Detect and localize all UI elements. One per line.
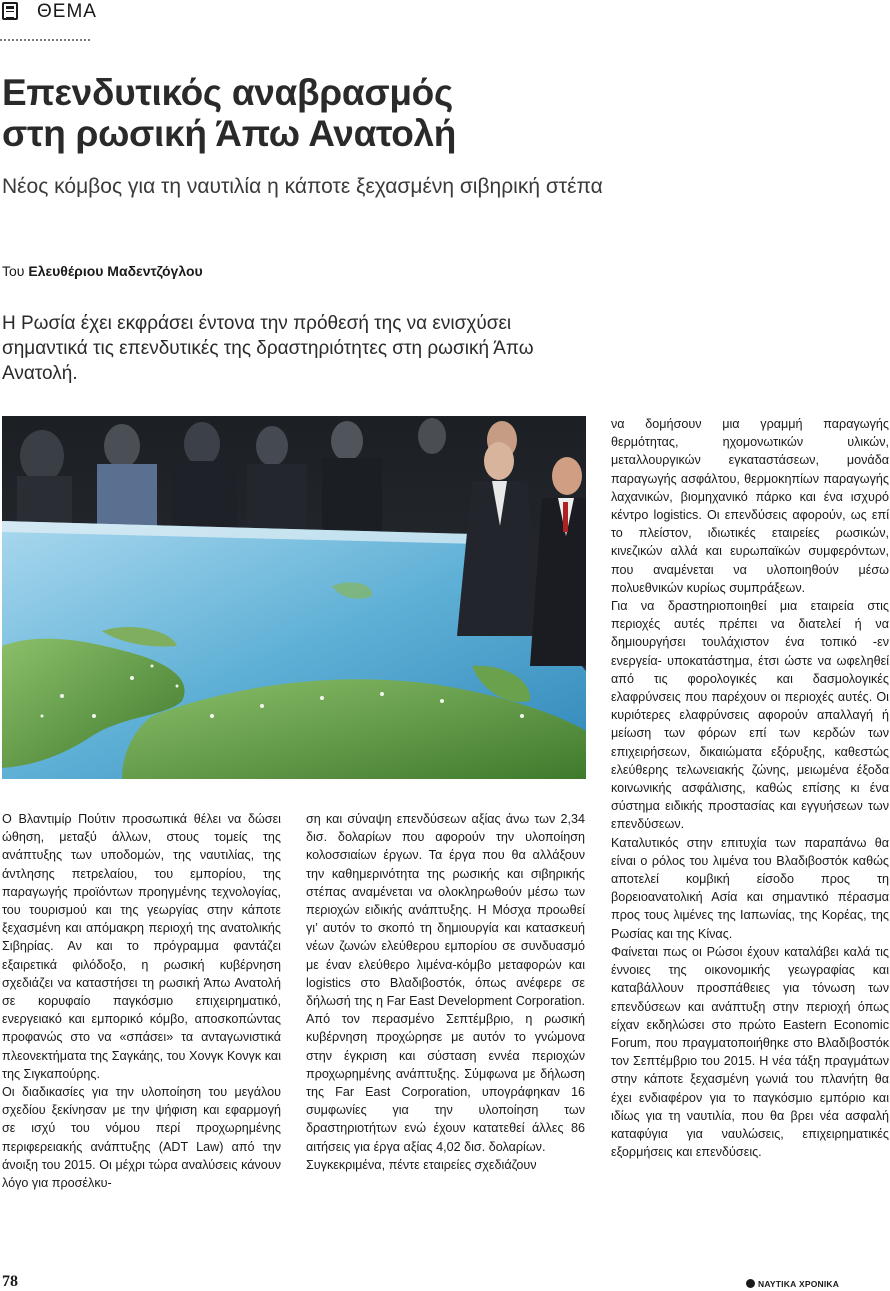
footer-brand: ΝΑΥΤΙΚΑ ΧΡΟΝΙΚΑ (758, 1279, 840, 1289)
article-photo (2, 416, 586, 779)
paragraph: Συγκεκριμένα, πέντε εταιρείες σχεδιάζουν (306, 1157, 537, 1172)
section-label: ΘΕΜΑ (37, 1, 97, 22)
title-line-2: στη ρωσική Άπω Ανατολή (2, 113, 457, 154)
paragraph: Φαίνεται πως οι Ρώσοι έχουν καταλάβει καλά τις έννοιες της οικονομικής γεωγραφίας και καταβάλλουν προσπάθειες για τόνωση των επενδύσεων και ανάπτυξη στην περιοχή όπως είχαν εκδηλώσει στο πρώτο Eastern Economic Forum, που πραγματοποιήθηκε στο Βλαδιβοστόκ τον Σεπτέμβριο του 2015. Η νέα τάξη πραγμάτων στην κάποτε ξεχασμένη γωνιά του πλανήτη θα έχει ενδιαφέρον για το παγκόσμιο εμπόριο και ιδίως για τη ναυτιλία, που θα βρει νέα ασφαλή καταφύγια για ναυλώσεις, επιχειρηματικές εξορμήσεις και επενδύσεις. (611, 944, 889, 1160)
byline-prefix: Του (2, 263, 25, 279)
body-column-3 (611, 415, 889, 1161)
brand-logo-icon (746, 1279, 755, 1288)
title-line-1: Επενδυτικός αναβρασμός (2, 72, 453, 113)
paragraph: Για να δραστηριοποιηθεί μια εταιρεία στις περιοχές αυτές πρέπει να διατελεί ή να δημιουργήσει τουλάχιστον ένα τοπικό -εν ενεργεία- υποκατάστημα, έτσι ώστε να ωφεληθεί από τις φορολογικές και δασμολογικές ελαφρύνσεις που παρέχουν οι περιοχές αυτές. Οι κυριότερες ελαφρύνσεις αφορούν απαλλαγή ή μείωση των φόρων επί των κερδών των επιχειρήσεων, δικαιώματα εξόρυξης, καθεστώς ελεύθερης τελωνειακής ζώνης, μειωμένα έξοδα κοινωνικής ασφάλισης, καθώς επίσης κι ένα σύστημα ειδικής προστασίας και εγγυήσεων των επενδύσεων. (611, 599, 889, 832)
photo-illustration (2, 416, 586, 779)
byline-author: Ελευθέριου Μαδεντζόγλου (28, 263, 203, 279)
article-subtitle: Νέος κόμβος για τη ναυτιλία η κάποτε ξεχασμένη σιβηρική στέπα (2, 175, 603, 198)
paragraph: να δομήσουν μια γραμμή παραγωγής θερμότητας, ηχομονωτικών υλικών, μεταλλουργικών εγκαταστάσεων, μονάδα παραγωγής ασφάλτου, θερμοκηπίων παραγωγής λαχανικών, βιομηχανικό πάρκο και ένα ισχυρό κέντρο logistics. Οι επενδύσεις αφορούν, ως επί το πλείστον, ιδιωτικές εταιρείες ρωσικών, κινεζικών αλλά και ευρωπαϊκών συμφερόντων, που αναμένεται να υλοποιηθούν μέσω πολυεθνικών κυρίως συμπράξεων. (611, 417, 889, 595)
section-divider (0, 39, 90, 41)
body-column-1 (2, 810, 281, 1192)
lead-paragraph: Η Ρωσία έχει εκφράσει έντονα την πρόθεσή της να ενισχύσει σημαντικά τις επενδυτικές της δραστηριότητες στη ρωσική Άπω Ανατολή. (2, 313, 534, 384)
paragraph: ση και σύναψη επενδύσεων αξίας άνω των 2,34 δισ. δολαρίων που αφορούν την υλοποίηση κολοσσιαίων έργων. Τα έργα που θα αλλάξουν την καθημερινότητα της ρωσικής και σιβηρικής στέπας αναμένεται να ολοκληρωθούν μέσω των περιοχών ειδικής ανάπτυξης. Η Μόσχα προωθεί γι’ αυτόν το σκοπό τη δημιουργία και κατασκευή νέων ζωνών ελεύθερου εμπορίου σε συνδυασμό με έναν ελεύθερο λιμένα-κόμβο μεταφορών και logistics στο Βλαδιβοστόκ, όπως ανέφερε σε δήλωσή της η Far East Development Corporation. Από τον περασμένο Σεπτέμβριο, η ρωσική κυβέρνηση προχώρησε με αυτόν το γνώμονα στην έγκριση και σύσταση εννέα περιοχών προχωρημένης ανάπτυξης. Σύμφωνα με δήλωση της Far East Corporation, υπογράφηκαν 16 συμφωνίες για την υλοποίηση των δραστηριοτήτων ενώ έχουν κατατεθεί άλλες 86 αιτήσεις για έργα αξίας 4,02 δισ. δολαρίων. (306, 812, 585, 1154)
article-title (2, 72, 602, 154)
page-number: 78 (2, 1273, 18, 1290)
paragraph: Οι διαδικασίες για την υλοποίηση του μεγάλου σχεδίου ξεκίνησαν με την ψήφιση και εφαρμογή σε ισχύ του νόμου περί προχωρημένης περιφερειακής ανάπτυξης (ADT Law) από την άνοιξη του 2015. Οι μέχρι τώρα αναλύσεις κάνουν λόγο για προσέλκυ- (2, 1085, 281, 1191)
body-column-2 (306, 810, 585, 1174)
paragraph: Καταλυτικός στην επιτυχία των παραπάνω θα είναι ο ρόλος του λιμένα του Βλαδιβοστόκ καθώς αποτελεί κομβική είσοδο προς τη βορειοανατολική Ασία και σημαντικό πέρασμα προς τους λιμένες της Ιαπωνίας, της Κορέας, της Ρωσίας και της Κίνας. (611, 835, 889, 941)
section-icon (2, 2, 18, 20)
byline (2, 263, 203, 279)
paragraph: Ο Βλαντιμίρ Πούτιν προσωπικά θέλει να δώσει ώθηση, μεταξύ άλλων, στους τομείς της ανάπτυξης των υποδομών, της ναυτιλίας, της άντλησης πετρελαίου, του εμπορίου, της παραγωγής προϊόντων προηγμένης τεχνολογίας, του τουρισμού και της γεωργίας στην κάποτε ξεχασμένη και απόμακρη περιοχή της ανατολικής Σιβηρίας. Αν και το πρόγραμμα φαντάζει εξαιρετικά φιλόδοξο, η ρωσική κυβέρνηση σχεδιάζει να καταστήσει τη ρωσική Άπω Ανατολή σε κορυφαίο παγκόσμιο επιχειρηματικό, ενεργειακό και εμπορικό κόμβο, αποσκοπώντας προφανώς στο να «σπάσει» τα ανταγωνιστικά πλεονεκτήματα της Σαγκάης, του Χονγκ Κονγκ και της Σιγκαπούρης. (2, 812, 281, 1081)
